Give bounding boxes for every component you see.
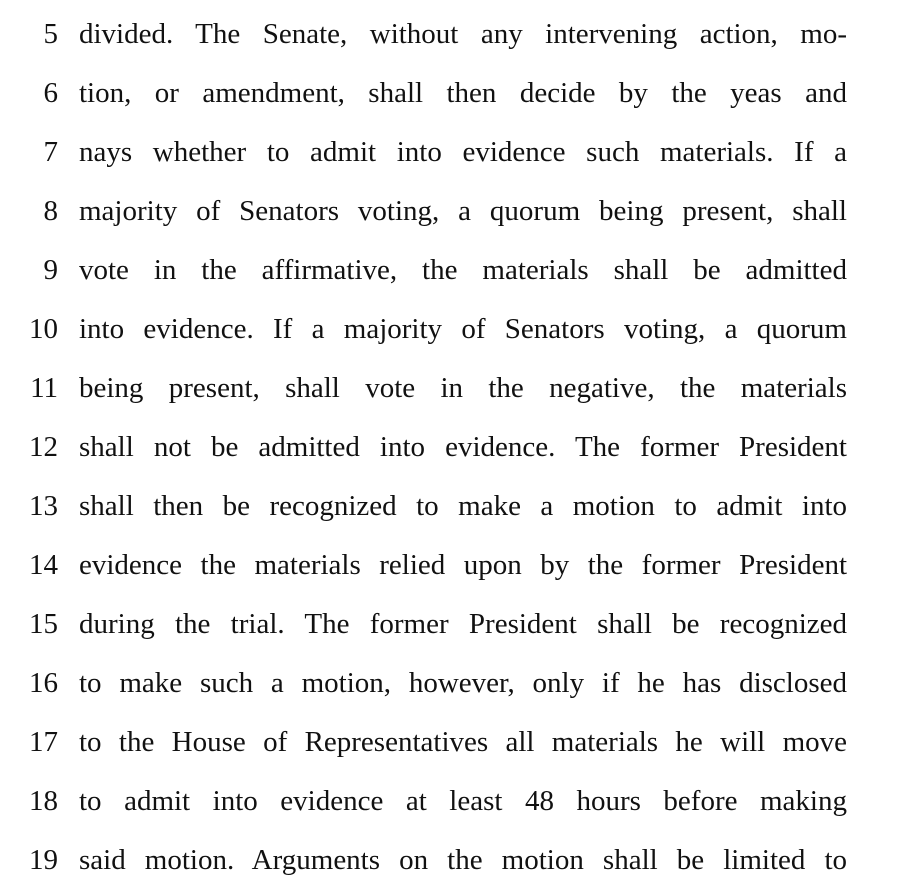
line-number: 10 (29, 313, 58, 345)
line-number: 9 (43, 254, 58, 286)
line-text: nays whether to admit into evidence such materials. If a (79, 136, 847, 168)
line-text: during the trial. The former President shall be recognized (79, 608, 847, 640)
line-text: majority of Senators voting, a quorum being present, shall (79, 195, 847, 227)
line-text: to the House of Representatives all materials he will move (79, 726, 847, 758)
document-line (0, 359, 906, 418)
document-line (0, 418, 906, 477)
line-number: 8 (43, 195, 58, 227)
document-line (0, 713, 906, 772)
line-number: 17 (29, 726, 58, 758)
line-number: 11 (30, 372, 58, 404)
document-line (0, 477, 906, 536)
line-text: to admit into evidence at least 48 hours before making (79, 785, 847, 817)
document-line (0, 772, 906, 831)
line-number: 13 (29, 490, 58, 522)
document-line (0, 536, 906, 595)
line-text: vote in the affirmative, the materials shall be admitted (79, 254, 847, 286)
line-text: evidence the materials relied upon by the former President (79, 549, 847, 581)
document-line (0, 241, 906, 300)
line-number: 16 (29, 667, 58, 699)
document-line (0, 595, 906, 654)
document-line (0, 5, 906, 64)
line-text: to make such a motion, however, only if he has disclosed (79, 667, 847, 699)
line-number: 19 (29, 844, 58, 876)
line-number: 7 (43, 136, 58, 168)
document-line (0, 182, 906, 241)
document-line (0, 123, 906, 182)
line-number: 12 (29, 431, 58, 463)
line-number: 14 (29, 549, 58, 581)
line-text: into evidence. If a majority of Senators voting, a quorum (79, 313, 847, 345)
line-number: 15 (29, 608, 58, 640)
line-text: said motion. Arguments on the motion shall be limited to (79, 844, 847, 876)
line-text: being present, shall vote in the negative, the materials (79, 372, 847, 404)
line-text: shall not be admitted into evidence. The former President (79, 431, 847, 463)
line-number: 6 (43, 77, 58, 109)
document-line (0, 64, 906, 123)
line-text: tion, or amendment, shall then decide by the yeas and (79, 77, 847, 109)
line-text: divided. The Senate, without any intervening action, mo- (79, 18, 847, 50)
line-number: 5 (43, 18, 58, 50)
document-line (0, 654, 906, 713)
line-text: shall then be recognized to make a motion to admit into (79, 490, 847, 522)
line-number: 18 (29, 785, 58, 817)
document-line (0, 831, 906, 890)
document-line (0, 300, 906, 359)
